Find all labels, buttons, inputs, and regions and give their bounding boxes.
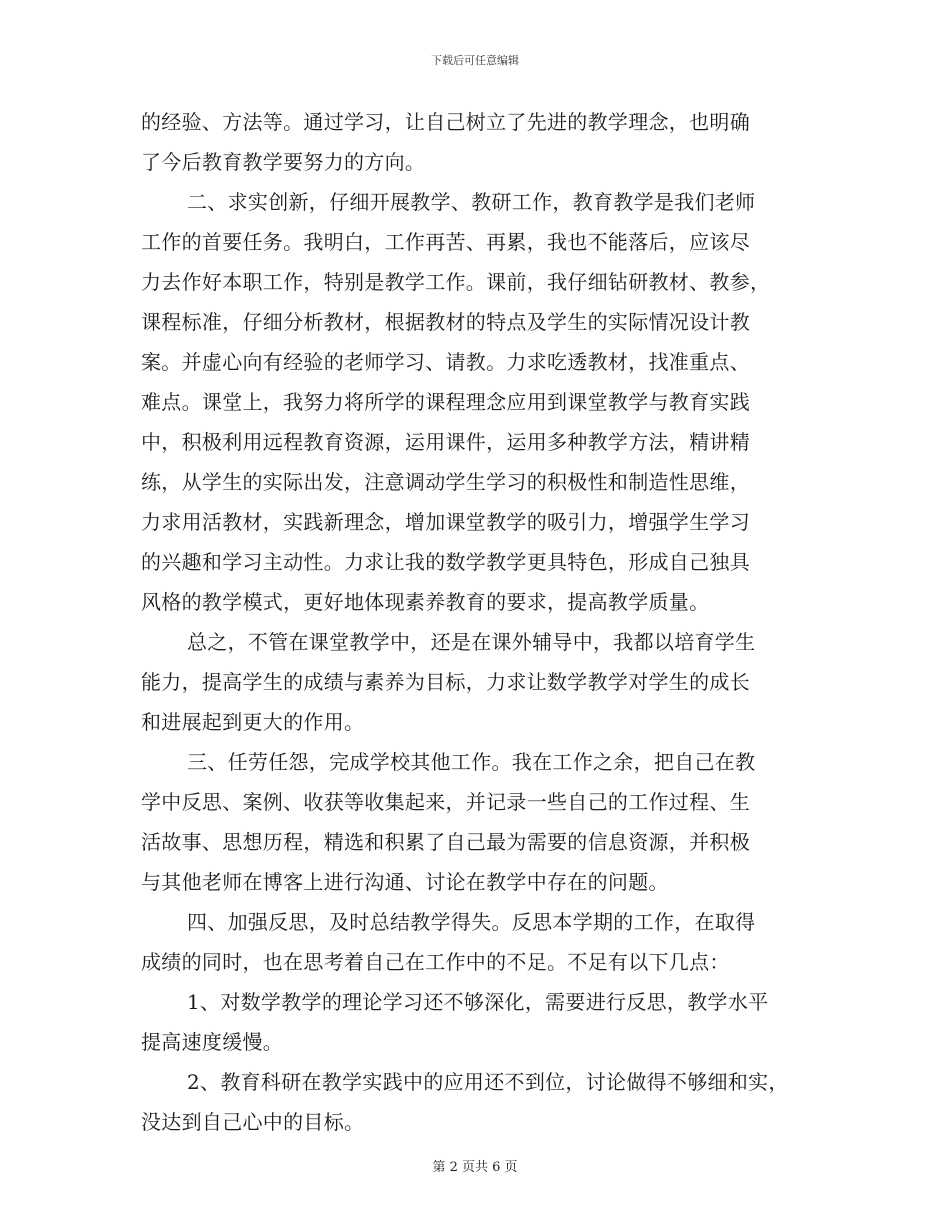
text-line: 提高速度缓慢。 — [141, 1030, 284, 1054]
text-line: 活故事、思想历程，精选和积累了自己最为需要的信息资源，并积极 — [141, 830, 750, 854]
text-line: 力去作好本职工作，特别是教学工作。课前，我仔细钻研教材、教参， — [141, 270, 771, 294]
text-line: 学中反思、案例、收获等收集起来，并记录一些自己的工作过程、生 — [141, 790, 750, 814]
text-line: 风格的教学模式，更好地体现素养教育的要求，提高教学质量。 — [141, 590, 710, 614]
text-line: 没达到自己心中的目标。 — [141, 1110, 365, 1134]
text-line: 课程标准，仔细分析教材，根据教材的特点及学生的实际情况设计教 — [141, 310, 750, 334]
paragraph-start-line: 四、加强反思，及时总结教学得失。反思本学期的工作，在取得 — [187, 910, 756, 934]
text-line: 工作的首要任务。我明白，工作再苦、再累，我也不能落后，应该尽 — [141, 230, 750, 254]
text-line: 的经验、方法等。通过学习，让自己树立了先进的教学理念，也明确 — [141, 110, 750, 134]
text-line: 练，从学生的实际出发，注意调动学生学习的积极性和制造性思维， — [141, 470, 750, 494]
text-line: 的兴趣和学习主动性。力求让我的数学教学更具特色，形成自己独具 — [141, 550, 750, 574]
text-line: 成绩的同时，也在思考着自己在工作中的不足。不足有以下几点： — [141, 950, 730, 974]
paragraph-start-line: 三、任劳任怨，完成学校其他工作。我在工作之余，把自己在教 — [187, 750, 756, 774]
page-header: 下载后可任意编辑 — [431, 54, 519, 67]
paragraph-start-line: 2、教育科研在教学实践中的应用还不到位，讨论做得不够细和实， — [187, 1070, 789, 1094]
text-line: 和进展起到更大的作用。 — [141, 710, 365, 734]
text-line: 案。并虚心向有经验的老师学习、请教。力求吃透教材，找准重点、 — [141, 350, 750, 374]
text-line: 能力，提高学生的成绩与素养为目标，力求让数学教学对学生的成长 — [141, 670, 750, 694]
text-line: 中，积极利用远程教育资源，运用课件，运用多种教学方法，精讲精 — [141, 430, 750, 454]
text-line: 与其他老师在博客上进行沟通、讨论在教学中存在的问题。 — [141, 870, 669, 894]
text-line: 力求用活教材，实践新理念，增加课堂教学的吸引力，增强学生学习 — [141, 510, 750, 534]
text-line: 难点。课堂上，我努力将所学的课程理念应用到课堂教学与教育实践 — [141, 390, 750, 414]
text-line: 了今后教育教学要努力的方向。 — [141, 150, 426, 174]
paragraph-start-line: 总之，不管在课堂教学中，还是在课外辅导中，我都以培育学生 — [187, 630, 756, 654]
paragraph-start-line: 1、对数学教学的理论学习还不够深化，需要进行反思，教学水平 — [187, 990, 769, 1014]
paragraph-start-line: 二、求实创新，仔细开展教学、教研工作，教育教学是我们老师 — [187, 190, 756, 214]
page-footer: 第 2 页共 6 页 — [432, 1160, 518, 1175]
document-body — [141, 102, 821, 1142]
